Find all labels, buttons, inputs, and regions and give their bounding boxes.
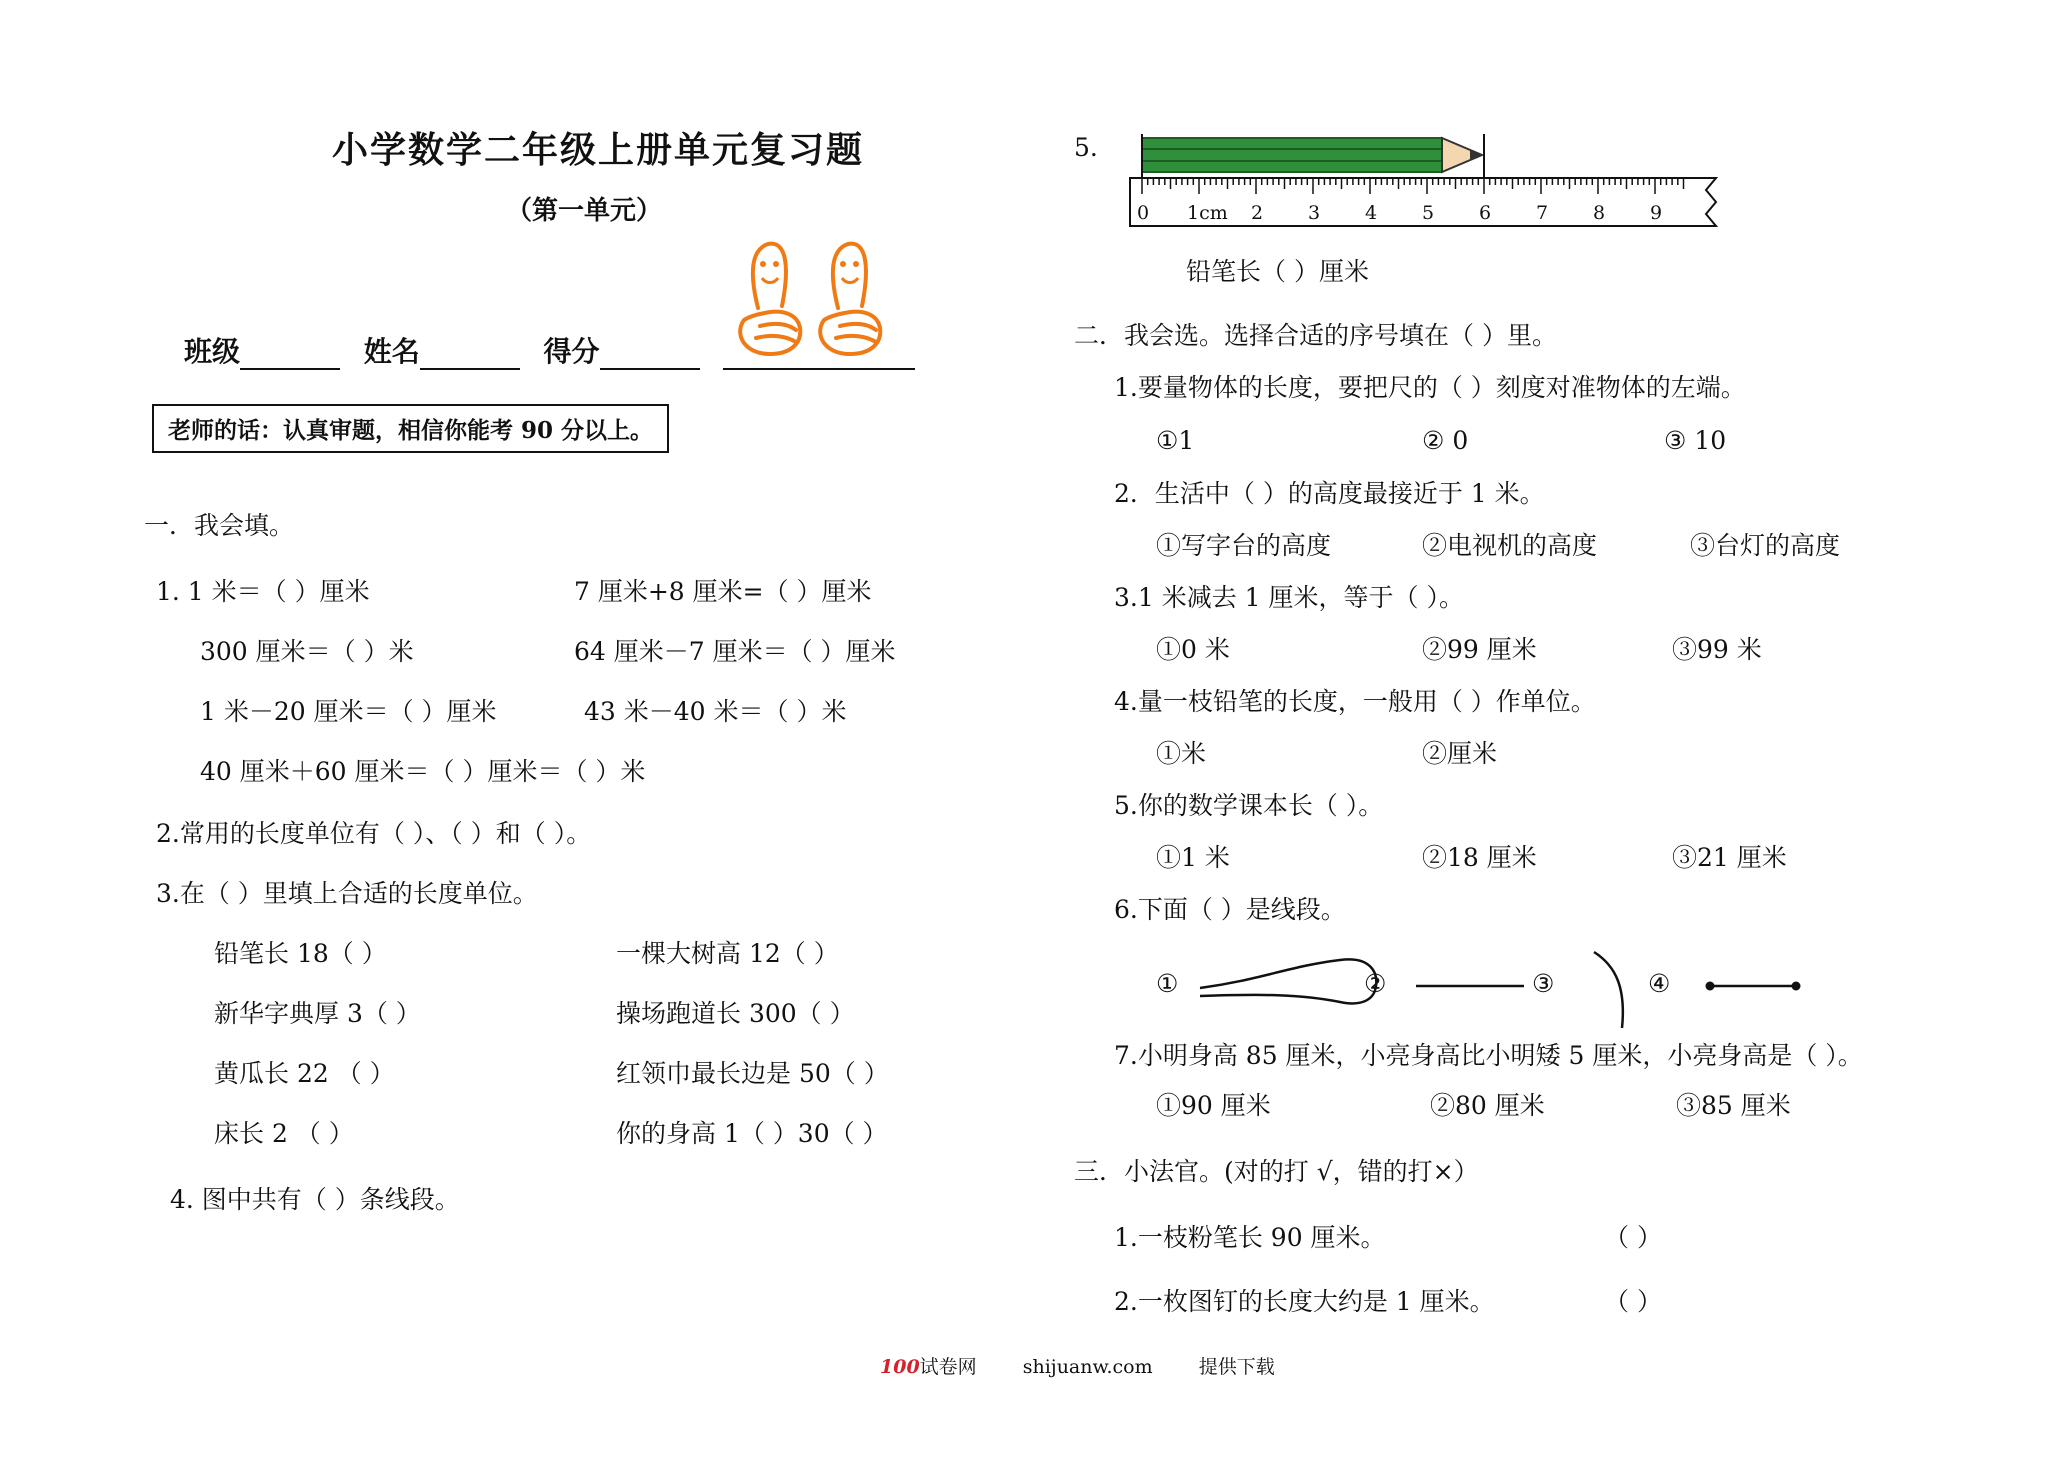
ruler-tick-label: 4 bbox=[1365, 202, 1378, 224]
page-title: 小学数学二年级上册单元复习题 bbox=[332, 129, 865, 171]
q3-item: 红领巾最长边是 50（ ） bbox=[616, 1059, 889, 1088]
ruler-tick-label: 6 bbox=[1479, 202, 1492, 224]
s2-option: ②18 厘米 bbox=[1422, 843, 1537, 872]
class-blank[interactable] bbox=[240, 340, 340, 370]
q1-row3-left: 1 米－20 厘米＝（ ）厘米 bbox=[200, 697, 497, 726]
footer bbox=[880, 1352, 1275, 1379]
s2-question: 1.要量物体的长度，要把尺的（ ）刻度对准物体的左端。 bbox=[1114, 373, 1746, 402]
ruler-icon bbox=[1130, 178, 1716, 226]
s3-answer-blank[interactable]: （ ） bbox=[1604, 1287, 1662, 1316]
ruler-tick-label: 5 bbox=[1422, 202, 1435, 224]
q3-item: 新华字典厚 3（ ） bbox=[214, 999, 421, 1028]
s3-question: 1.一枝粉笔长 90 厘米。 bbox=[1114, 1223, 1386, 1252]
ruler-tick-label: 7 bbox=[1536, 202, 1549, 224]
s2-question: 6.下面（ ）是线段。 bbox=[1114, 895, 1346, 924]
s2-option: ③85 厘米 bbox=[1676, 1091, 1791, 1120]
q3-item: 你的身高 1（ ）30（ ） bbox=[616, 1119, 888, 1148]
q1-row2-left: 300 厘米＝（ ）米 bbox=[200, 637, 414, 666]
s2-option: ②80 厘米 bbox=[1430, 1091, 1545, 1120]
pencil-icon bbox=[1142, 138, 1484, 172]
s2-question: 2．生活中（ ）的高度最接近于 1 米。 bbox=[1114, 479, 1545, 508]
s2-option: ①0 米 bbox=[1156, 635, 1230, 664]
q3-item: 床长 2 （ ） bbox=[214, 1119, 354, 1148]
q3-item: 操场跑道长 300（ ） bbox=[616, 999, 855, 1028]
q3-item: 铅笔长 18（ ） bbox=[214, 939, 387, 968]
s2-option: ③21 厘米 bbox=[1672, 843, 1787, 872]
s2-option: ③ bbox=[1532, 969, 1555, 998]
q1-row1-right: 7 厘米+8 厘米=（ ）厘米 bbox=[574, 577, 872, 606]
s2-option: ①米 bbox=[1156, 739, 1207, 768]
s2-option: ①1 米 bbox=[1156, 843, 1230, 872]
s2-option: ③台灯的高度 bbox=[1690, 531, 1841, 560]
brand-text: 试卷网 bbox=[919, 1356, 977, 1378]
class-label: 班级 bbox=[184, 335, 241, 368]
ruler-tick-label: 9 bbox=[1650, 202, 1663, 224]
s2-option: ③99 米 bbox=[1672, 635, 1762, 664]
student-info-row bbox=[184, 330, 915, 370]
arc-shape bbox=[1594, 952, 1623, 1028]
s3-question: 2.一枚图钉的长度大约是 1 厘米。 bbox=[1114, 1287, 1495, 1316]
q1-row4: 40 厘米＋60 厘米＝（ ）厘米＝（ ）米 bbox=[200, 757, 646, 786]
q1-row1-left: 1. 1 米＝（ ）厘米 bbox=[156, 577, 370, 606]
q5-answer: 铅笔长（ ）厘米 bbox=[1186, 257, 1369, 286]
score-label: 得分 bbox=[543, 335, 600, 368]
curve-shape bbox=[1200, 959, 1376, 1003]
name-blank[interactable] bbox=[420, 340, 520, 370]
s2-option: ② 0 bbox=[1422, 426, 1469, 455]
ruler-tick-label: 3 bbox=[1308, 202, 1321, 224]
line-figures bbox=[1190, 944, 1820, 1030]
teacher-note: 老师的话：认真审题，相信你能考 90 分以上。 bbox=[152, 404, 669, 453]
s3-answer-blank[interactable]: （ ） bbox=[1604, 1223, 1662, 1252]
s2-option: ②电视机的高度 bbox=[1422, 531, 1598, 560]
s2-option: ①90 厘米 bbox=[1156, 1091, 1271, 1120]
q4-text: 4. 图中共有（ ）条线段。 bbox=[170, 1185, 460, 1214]
s2-question: 4.量一枝铅笔的长度，一般用（ ）作单位。 bbox=[1114, 687, 1596, 716]
s2-question: 7.小明身高 85 厘米，小亮身高比小明矮 5 厘米，小亮身高是（ ）。 bbox=[1114, 1041, 1863, 1070]
ruler-tick-label: 1cm bbox=[1187, 202, 1228, 224]
name-label: 姓名 bbox=[363, 335, 420, 368]
q3-item: 黄瓜长 22 （ ） bbox=[214, 1059, 395, 1088]
extra-blank[interactable] bbox=[723, 340, 915, 370]
section1-heading: 一．我会填。 bbox=[144, 511, 295, 540]
provide-text: 提供下载 bbox=[1198, 1356, 1275, 1378]
section2-heading: 二．我会选。选择合适的序号填在（ ）里。 bbox=[1074, 321, 1557, 350]
s2-option: ② bbox=[1364, 969, 1387, 998]
q2-text: 2.常用的长度单位有（ ）、（ ）和（ ）。 bbox=[156, 819, 592, 848]
s2-option: ①1 bbox=[1156, 426, 1195, 455]
q1-row3-right: 43 米－40 米＝（ ）米 bbox=[584, 697, 847, 726]
s2-option: ③ 10 bbox=[1664, 426, 1727, 455]
site-link[interactable]: shijuanw.com bbox=[1022, 1356, 1153, 1378]
section3-heading: 三．小法官。(对的打 √，错的打×） bbox=[1074, 1157, 1479, 1186]
ruler-tick-label: 2 bbox=[1251, 202, 1264, 224]
s2-option: ④ bbox=[1648, 969, 1671, 998]
brand-number: 100 bbox=[880, 1356, 920, 1378]
page-subtitle: （第一单元） bbox=[506, 196, 663, 226]
q5-number: 5. bbox=[1074, 133, 1098, 162]
q1-row2-right: 64 厘米－7 厘米＝（ ）厘米 bbox=[574, 637, 896, 666]
s2-option: ②99 厘米 bbox=[1422, 635, 1537, 664]
ruler-tick-label: 0 bbox=[1137, 202, 1150, 224]
s2-option: ②厘米 bbox=[1422, 739, 1498, 768]
ruler-tick-label: 8 bbox=[1593, 202, 1606, 224]
s2-option: ①写字台的高度 bbox=[1156, 531, 1332, 560]
q3-text: 3.在（ ）里填上合适的长度单位。 bbox=[156, 879, 538, 908]
s2-question: 3.1 米减去 1 厘米，等于（ ）。 bbox=[1114, 583, 1464, 612]
s2-option: ① bbox=[1156, 969, 1179, 998]
pencil-ruler-figure bbox=[1120, 130, 1740, 236]
q3-item: 一棵大树高 12（ ） bbox=[616, 939, 839, 968]
s2-question: 5.你的数学课本长（ ）。 bbox=[1114, 791, 1384, 820]
score-blank[interactable] bbox=[600, 340, 700, 370]
